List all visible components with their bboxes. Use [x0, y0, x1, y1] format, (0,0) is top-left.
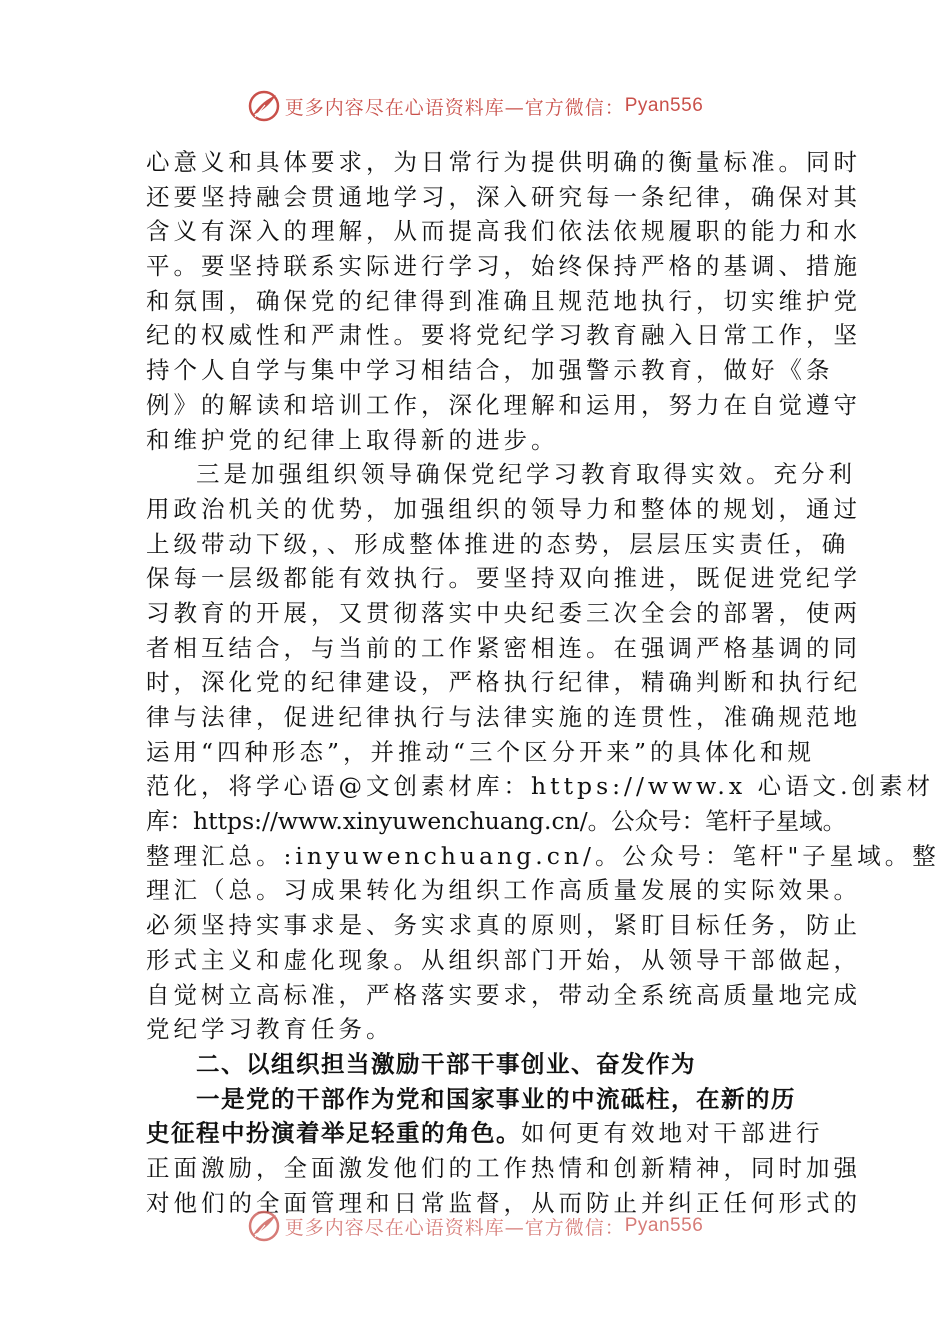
text-line: 还要坚持融会贯通地学习，深入研究每一条纪律，确保对其: [146, 182, 861, 211]
paragraph-2: [146, 457, 940, 1047]
text-line: 律与法律，促进纪律执行与法律实施的连贯性，准确规范地: [146, 703, 861, 731]
text-line: 者相互结合，与当前的工作紧密相连。在强调严格基调的同: [146, 633, 861, 662]
bold-lead-line: 一是党的干部作为党和国家事业的中流砥柱，在新的历: [196, 1084, 796, 1113]
text-line: 库：https://www.xinyuwenchuang.cn/。公众号：笔杆子星域。: [146, 807, 847, 836]
text-line: 持个人自学与集中学习相结合，加强警示教育，做好《条: [146, 356, 834, 385]
text-line: 对他们的全面管理和日常监督，从而防止并纠正任何形式的: [146, 1188, 861, 1217]
watermark-banner-top: [0, 86, 950, 126]
banner-text: 更多内容尽在心语资料库—官方微信：: [284, 96, 625, 119]
text-line: 形式主义和虚化现象。从组织部门开始，从领导干部做起，: [146, 945, 861, 974]
text-line: 正面激励，全面激发他们的工作热情和创新精神，同时加强: [146, 1153, 861, 1182]
text-line: 上级带动下级，、形成整体推进的态势，层层压实责任，确: [146, 529, 850, 558]
banner-text: 更多内容尽在心语资料库—官方微信：: [284, 1216, 625, 1239]
paragraph-3: [146, 1082, 861, 1221]
text-line: 理汇（总。习成果转化为组织工作高质量发展的实际效果。: [146, 876, 861, 905]
text-line: 范化，将学心语@文创素材库：https://www.x 心语文.创素材: [146, 772, 935, 801]
text-line: 保每一层级都能有效执行。要坚持双向推进，既促进党纪学: [146, 564, 861, 593]
banner-brand: Pyan556: [624, 1215, 704, 1236]
text-line: 整理汇总。:inyuwenchuang.cn/。公众号：笔杆"子星域。整: [146, 841, 940, 870]
text-line: 用政治机关的优势，加强组织的领导力和整体的规划，通过: [146, 494, 861, 523]
feather-pen-logo-icon: [247, 89, 281, 123]
feather-pen-logo-icon: [247, 1209, 281, 1243]
text-line: 时，深化党的纪律建设，严格执行纪律，精确判断和执行纪: [146, 668, 861, 697]
text-line: 含义有深入的理解，从而提高我们依法依规履职的能力和水: [146, 217, 861, 246]
text-line: 党纪学习教育任务。: [146, 1015, 394, 1044]
watermark-banner-bottom: [0, 1206, 950, 1246]
section-heading: 二、以组织担当激励干部干事创业、奋发作为: [196, 1049, 696, 1078]
body-text: [146, 145, 940, 1220]
text-line: 例》的解读和培训工作，深化理解和运用，努力在自觉遵守: [146, 390, 861, 419]
bold-lead-end: 史征程中扮演着举足轻重的角色。: [146, 1119, 521, 1148]
text-line: 运用“四种形态”，并推动“三个区分开来”的具体化和规: [146, 737, 816, 766]
text-line: 自觉树立高标准，严格落实要求，带动全系统高质量地完成: [146, 980, 861, 1009]
text-line: 习教育的开展，又贯彻落实中央纪委三次全会的部署，使两: [146, 598, 861, 627]
paragraph-1: [146, 145, 861, 457]
text-line: 心意义和具体要求，为日常行为提供明确的衡量标准。同时: [146, 148, 861, 176]
text-line: [146, 1116, 824, 1151]
banner-brand: Pyan556: [624, 95, 704, 116]
text-line: 必须坚持实事求是、务实求真的原则，紧盯目标任务，防止: [146, 911, 861, 940]
text-line: 纪的权威性和严肃性。要将党纪学习教育融入日常工作，坚: [146, 321, 861, 350]
text-continuation: 如何更有效地对干部进行: [521, 1119, 824, 1148]
text-line: 平。要坚持联系实际进行学习，始终保持严格的基调、措施: [146, 252, 861, 281]
text-line: 三是加强组织领导确保党纪学习教育取得实效。充分利: [196, 460, 856, 489]
text-line: 和维护党的纪律上取得新的进步。: [146, 425, 559, 454]
text-line: 和氛围，确保党的纪律得到准确且规范地执行，切实维护党: [146, 286, 861, 315]
